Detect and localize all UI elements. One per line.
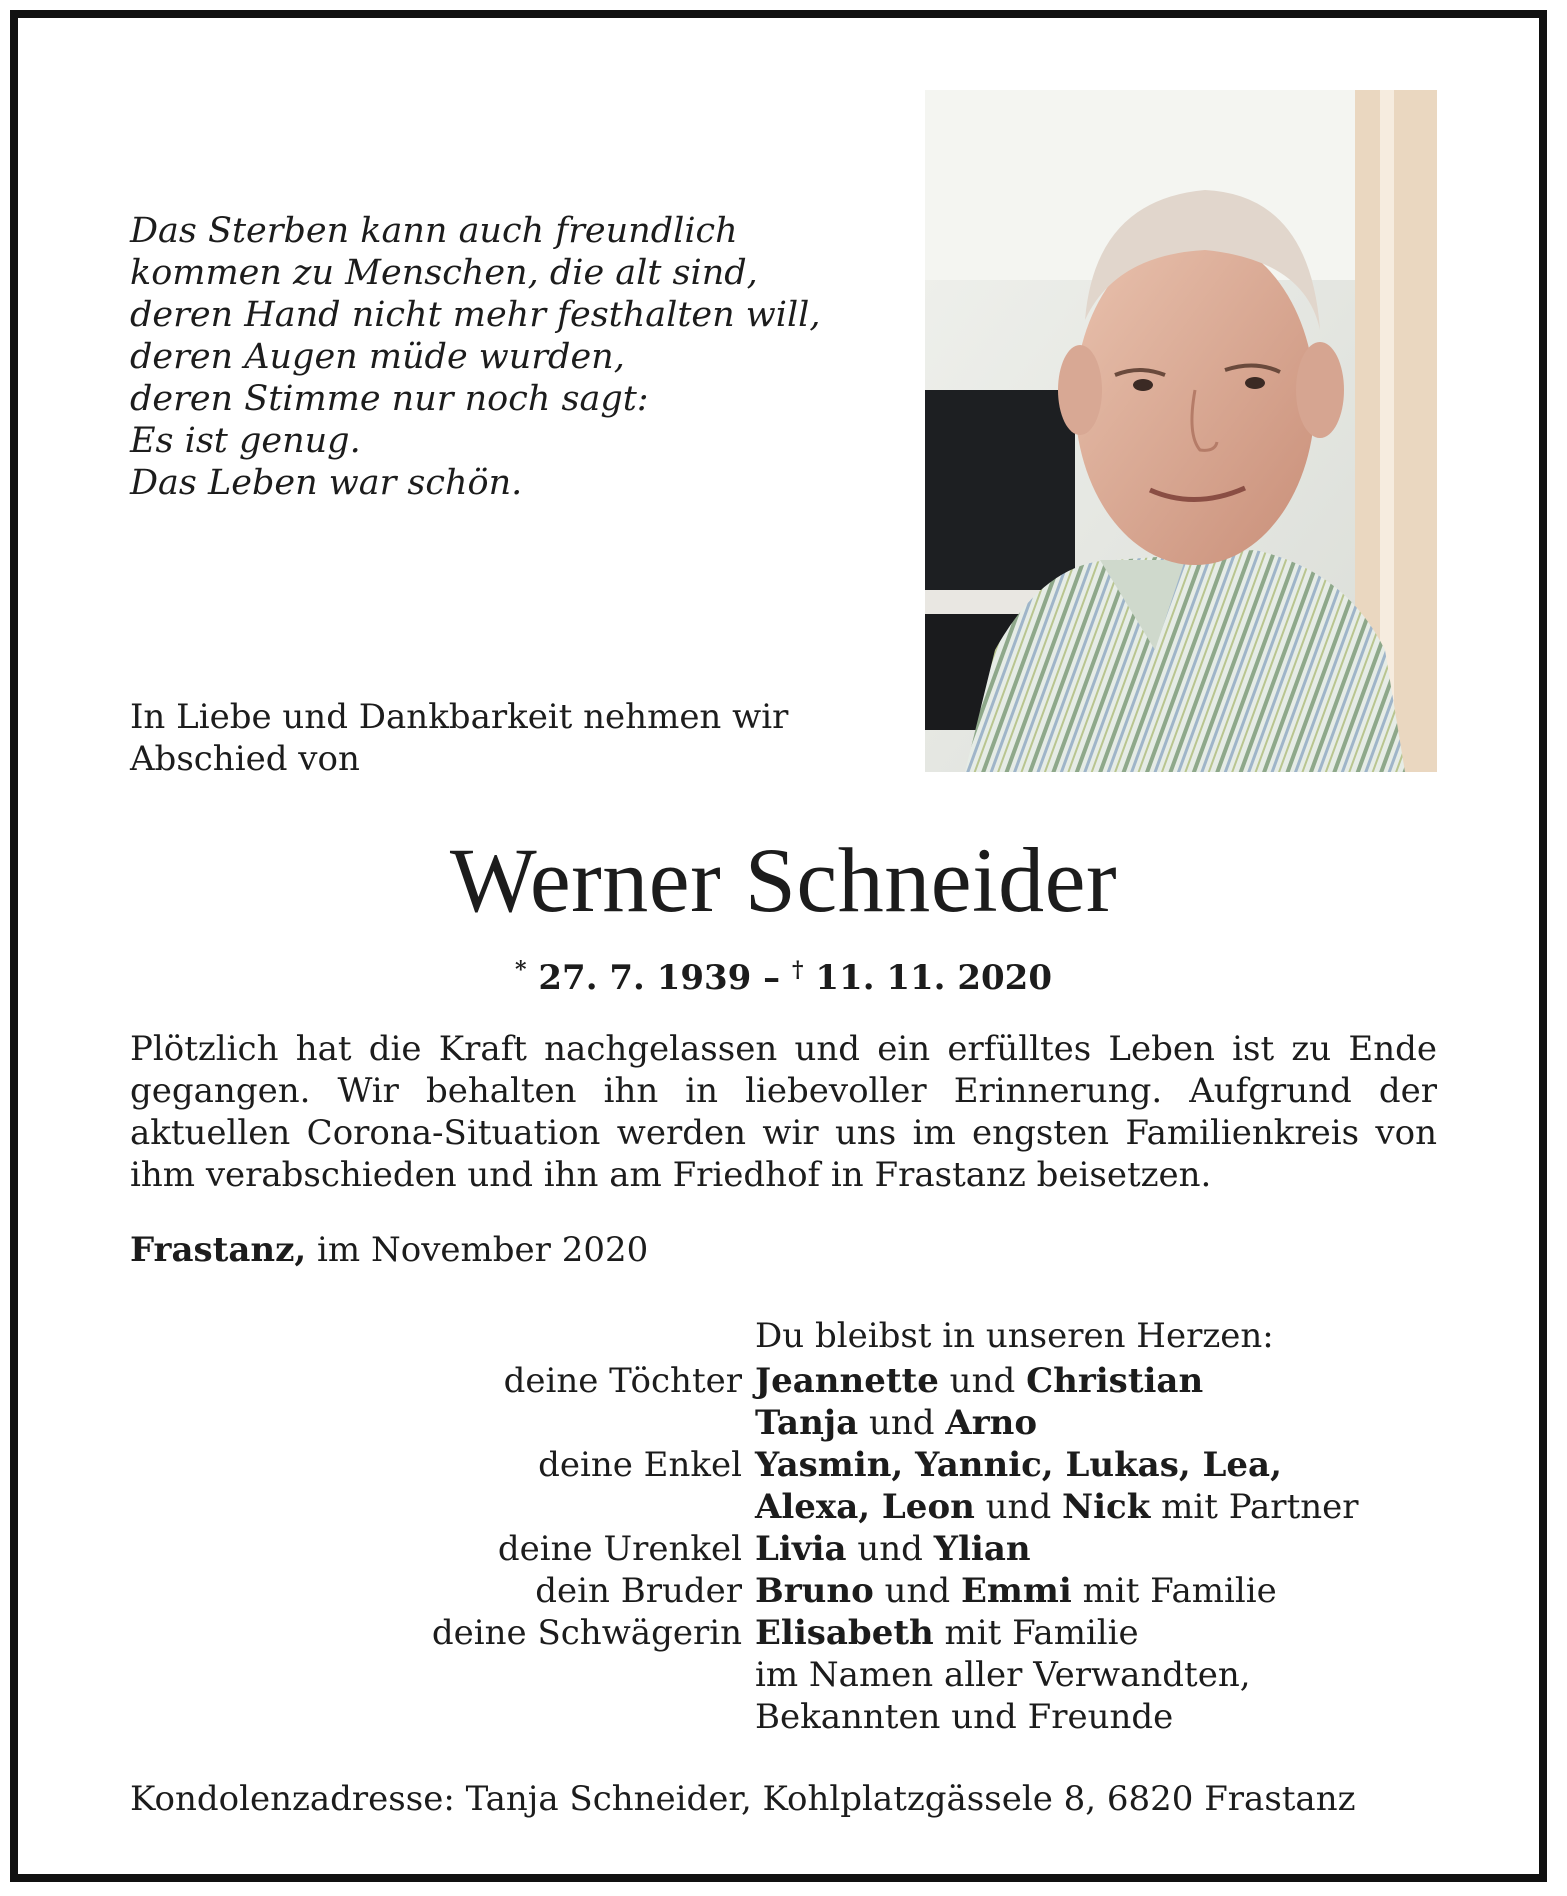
family-member-name: Emmi — [960, 1571, 1072, 1611]
family-heading: Du bleibst in unseren Herzen: — [755, 1316, 1274, 1356]
family-relation: deine Töchter — [503, 1361, 742, 1401]
poem-line: Das Sterben kann auch freundlich — [130, 211, 738, 251]
birth-date: 27. 7. 1939 — [538, 958, 752, 998]
family-relation — [130, 1696, 755, 1738]
family-names — [755, 1360, 1203, 1402]
intro-text — [130, 696, 850, 780]
deceased-name: Werner Schneider — [449, 829, 1118, 931]
date-text: im November 2020 — [317, 1230, 649, 1270]
family-connector-text: und — [938, 1361, 1027, 1401]
family-names — [755, 1570, 1277, 1612]
message-paragraph: Plötzlich hat die Kraft nachgelassen und ein erfülltes Leben ist zu Ende gegangen. Wir behalten ihn in liebevoller Erinnerung. Aufgrund der aktuellen Corona-Situation werden wir uns im engsten Familienkreis von ihm verabschieden und ihn am Friedhof in Frastanz beisetzen. — [130, 1029, 1437, 1195]
family-connector-text: und — [873, 1571, 961, 1611]
family-connector-text: und — [858, 1403, 946, 1443]
family-row — [130, 1696, 1437, 1738]
family-row — [130, 1654, 1437, 1696]
date-separator: – — [763, 958, 781, 998]
family-relation: deine Schwägerin — [431, 1613, 742, 1653]
poem-line: Das Leben war schön. — [130, 463, 523, 503]
family-row — [130, 1402, 1437, 1444]
family-row — [130, 1528, 1437, 1570]
condolence-address: Kondolenzadresse: Tanja Schneider, Kohlplatzgässele 8, 6820 Frastanz — [130, 1779, 1356, 1819]
intro-line: In Liebe und Dankbarkeit nehmen wir — [130, 697, 789, 737]
poem-line: deren Augen müde wurden, — [130, 337, 625, 377]
family-relation — [130, 1654, 755, 1696]
family-relation — [130, 1486, 755, 1528]
family-member-name: Arno — [945, 1403, 1038, 1443]
family-member-name: Jeannette — [755, 1361, 939, 1401]
poem-line: deren Hand nicht mehr festhalten will, — [130, 295, 821, 335]
family-row — [130, 1444, 1437, 1486]
place-date — [130, 1229, 648, 1271]
death-symbol: † — [792, 957, 804, 983]
poem-line: Es ist genug. — [130, 421, 361, 461]
family-member-name: Ylian — [933, 1529, 1031, 1569]
birth-symbol: * — [515, 957, 527, 983]
family-row — [130, 1360, 1437, 1402]
family-member-name: Elisabeth — [755, 1613, 934, 1653]
family-connector-text: mit Familie — [1071, 1571, 1277, 1611]
poem-line: deren Stimme nur noch sagt: — [130, 379, 649, 419]
family-connector-text: im Namen aller Verwandten, — [755, 1655, 1251, 1695]
family-member-name: Livia — [755, 1529, 847, 1569]
family-connector-text: und — [974, 1487, 1063, 1527]
family-connector-text: und — [846, 1529, 934, 1569]
family-member-name: Alexa, Leon — [755, 1487, 975, 1527]
place-name: Frastanz, — [130, 1230, 307, 1270]
family-relation: deine Urenkel — [497, 1529, 742, 1569]
family-connector-text: mit Familie — [933, 1613, 1139, 1653]
portrait-photo — [925, 90, 1437, 772]
life-dates — [130, 950, 1437, 998]
family-connector-text: mit Partner — [1150, 1487, 1359, 1527]
family-member-name: Yasmin, Yannic, Lukas, Lea, — [755, 1445, 1282, 1485]
family-names — [755, 1654, 1251, 1696]
family-names — [755, 1696, 1173, 1738]
poem — [130, 210, 850, 504]
family-relation — [130, 1402, 755, 1444]
family-names — [755, 1528, 1031, 1570]
family-row — [130, 1486, 1437, 1528]
family-relation: deine Enkel — [538, 1445, 742, 1485]
family-member-name: Tanja — [755, 1403, 859, 1443]
family-member-name: Nick — [1062, 1487, 1151, 1527]
intro-line: Abschied von — [130, 739, 360, 779]
family-names — [755, 1402, 1037, 1444]
portrait-image — [925, 90, 1437, 772]
family-names — [755, 1612, 1139, 1654]
family-relation: dein Bruder — [535, 1571, 742, 1611]
poem-line: kommen zu Menschen, die alt sind, — [130, 253, 758, 293]
death-date: 11. 11. 2020 — [815, 958, 1052, 998]
family-row — [130, 1570, 1437, 1612]
family-names — [755, 1486, 1359, 1528]
family-connector-text: Bekannten und Freunde — [755, 1697, 1174, 1737]
family-names — [755, 1444, 1282, 1486]
family-list — [130, 1360, 1437, 1738]
family-member-name: Bruno — [755, 1571, 874, 1611]
family-row — [130, 1612, 1437, 1654]
family-member-name: Christian — [1026, 1361, 1204, 1401]
